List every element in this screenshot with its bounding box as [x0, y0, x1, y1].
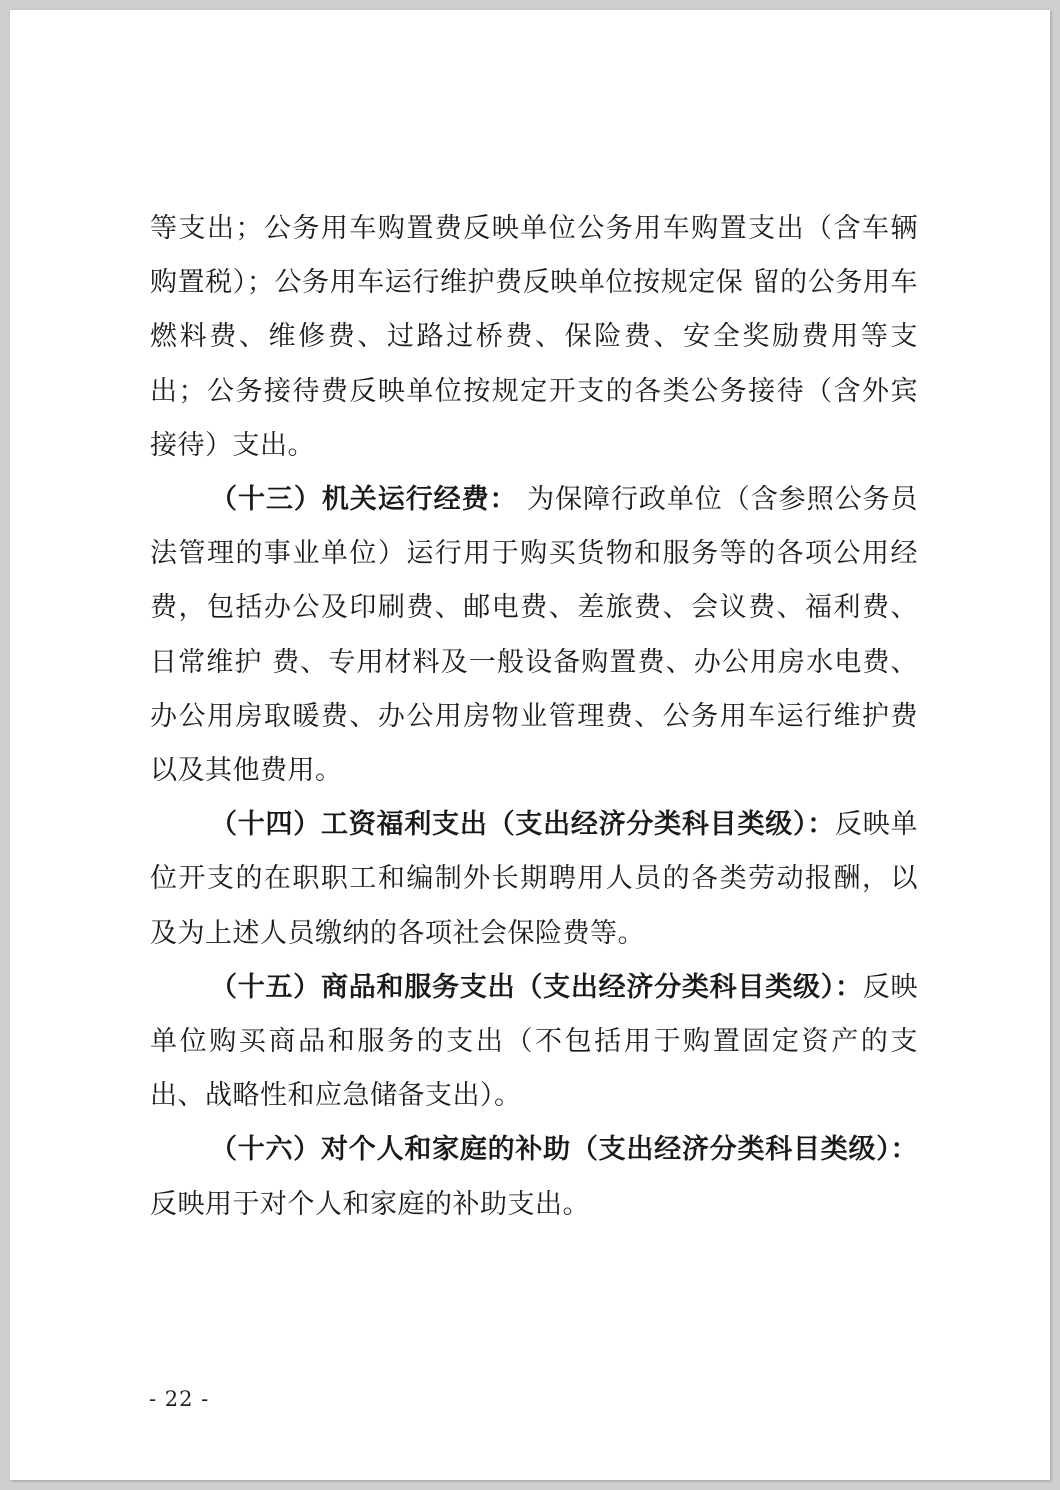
document-body: [150, 202, 918, 1232]
document-page: [10, 10, 1050, 1480]
paragraph-heading: （十四）工资福利支出（支出经济分类科目类级）：: [210, 809, 835, 841]
paragraph-heading: （十六）对个人和家庭的补助（支出经济分类科目类级）：: [210, 1134, 918, 1166]
paragraph-heading: （十三）机关运行经费：: [210, 484, 518, 516]
paragraph-body: 反映用于对个人和家庭的补助支出。: [150, 1188, 590, 1220]
paragraph-body: 等支出；公务用车购置费反映单位公务用车购置支出（含车辆购置税）；公务用车运行维护费反映单位按规定保 留的公务用车燃料费、维修费、过路过桥费、保险费、安全奖励费用等支出；公务接待费反映单位按规定开支的各类公务接待（含外宾接待）支出。: [150, 213, 918, 461]
paragraph-15: [150, 961, 918, 1124]
paragraph-heading: （十五）商品和服务支出（支出经济分类科目类级）：: [210, 971, 863, 1003]
paragraph-14: [150, 798, 918, 961]
paragraph-body: 反映单位购买商品和服务的支出（不包括用于购置固定资产的支出、战略性和应急储备支出）。: [150, 971, 919, 1112]
paragraph-continued: [150, 202, 918, 473]
paragraph-13: [150, 473, 918, 798]
paragraph-body: 反映单位开支的在职职工和编制外长期聘用人员的各类劳动报酬，以及为上述人员缴纳的各项社会保险费等。: [150, 809, 919, 949]
page-number: - 22 -: [149, 1387, 210, 1411]
paragraph-body: 为保障行政单位（含参照公务员法管理的事业单位）运行用于购买货物和服务等的各项公用经费，包括办公及印刷费、邮电费、差旅费、会议费、福利费、日常维护 费、专用材料及一般设备购置费、办公用房水电费、办公用房取暖费、办公用房物业管理费、公务用车运行维护费以及其他费用。: [150, 484, 919, 787]
paragraph-16: [150, 1123, 918, 1231]
